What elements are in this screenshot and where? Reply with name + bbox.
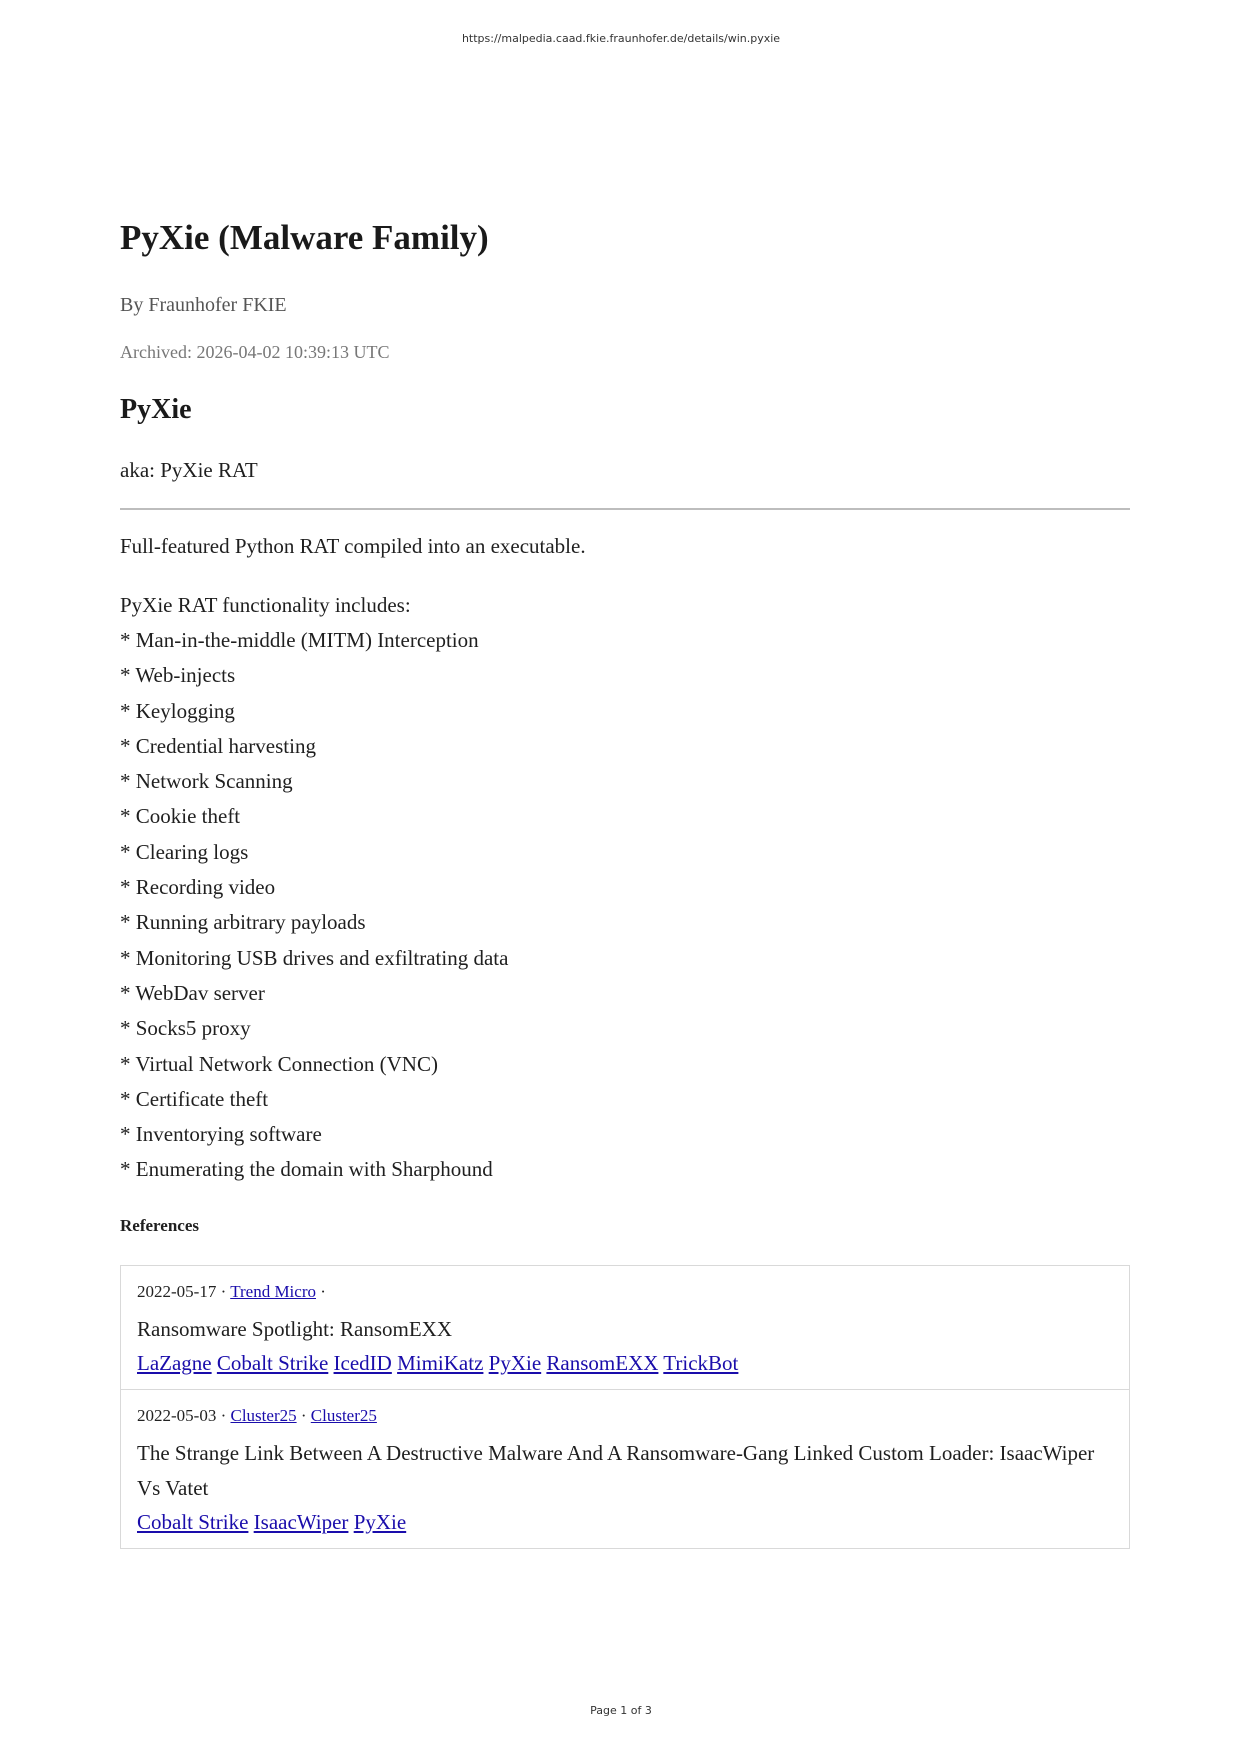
reference-tags xyxy=(137,1347,1113,1379)
references-list xyxy=(120,1265,1130,1549)
family-tag-link[interactable]: TrickBot xyxy=(663,1350,739,1375)
reference-date: 2022-05-17 xyxy=(137,1281,217,1301)
functionality-item: * WebDav server xyxy=(120,980,265,1005)
functionality-item: * Man-in-the-middle (MITM) Interception xyxy=(120,628,479,652)
reference-source-link[interactable]: Trend Micro xyxy=(230,1281,316,1301)
functionality-intro: PyXie RAT functionality includes: xyxy=(120,593,411,617)
reference-meta xyxy=(137,1280,1113,1304)
reference-date: 2022-05-03 xyxy=(137,1405,217,1425)
functionality-list xyxy=(120,623,1130,1188)
family-tag-link[interactable]: Cobalt Strike xyxy=(137,1509,249,1534)
reference-author-link[interactable]: Cluster25 xyxy=(310,1405,377,1425)
functionality-item: * Enumerating the domain with Sharphound xyxy=(120,1157,493,1182)
family-description: Full-featured Python RAT compiled into an executable. xyxy=(120,534,586,558)
functionality-item: * Socks5 proxy xyxy=(120,1016,251,1041)
functionality-item: * Network Scanning xyxy=(120,769,293,794)
references-heading: References xyxy=(120,1215,199,1235)
page-url-header: https://malpedia.caad.fkie.fraunhofer.de/details/win.pyxie xyxy=(461,32,781,45)
reference-tags xyxy=(137,1506,1113,1538)
section-divider xyxy=(120,508,1130,510)
page-number-footer: Page 1 of 3 xyxy=(590,1704,652,1717)
functionality-item: * Credential harvesting xyxy=(120,733,316,758)
functionality-item: * Cookie theft xyxy=(120,804,241,829)
family-tag-link[interactable]: IcedID xyxy=(333,1350,392,1375)
reference-title: The Strange Link Between A Destructive Malware And A Ransomware-Gang Linked Custom Loader: IsaacWiper Vs Vatet xyxy=(137,1440,1095,1500)
family-tag-link[interactable]: MimiKatz xyxy=(397,1350,484,1375)
functionality-item: * Inventorying software xyxy=(120,1122,322,1147)
family-name-heading: PyXie xyxy=(120,394,192,425)
article-content xyxy=(120,210,1130,1549)
author-byline: By Fraunhofer FKIE xyxy=(120,294,287,316)
functionality-item: * Running arbitrary payloads xyxy=(120,910,366,935)
functionality-item: * Web-injects xyxy=(120,663,236,688)
archived-timestamp: Archived: 2026-04-02 10:39:13 UTC xyxy=(120,342,390,362)
reference-item xyxy=(121,1266,1129,1389)
meta-separator: · xyxy=(220,1405,227,1425)
reference-title: Ransomware Spotlight: RansomEXX xyxy=(137,1316,452,1341)
reference-meta xyxy=(137,1404,1113,1428)
family-tag-link[interactable]: RansomEXX xyxy=(546,1350,659,1375)
functionality-item: * Certificate theft xyxy=(120,1086,269,1111)
functionality-item: * Clearing logs xyxy=(120,839,249,864)
functionality-item: * Virtual Network Connection (VNC) xyxy=(120,1051,438,1076)
reference-item xyxy=(121,1389,1129,1548)
meta-separator: · xyxy=(320,1281,326,1301)
page-title: PyXie (Malware Family) xyxy=(120,218,489,257)
functionality-item: * Recording video xyxy=(120,875,276,900)
functionality-item: * Monitoring USB drives and exfiltrating data xyxy=(120,945,509,970)
family-tag-link[interactable]: LaZagne xyxy=(137,1350,212,1375)
meta-separator: · xyxy=(220,1281,227,1301)
functionality-item: * Keylogging xyxy=(120,698,235,723)
family-aka: aka: PyXie RAT xyxy=(120,458,258,482)
reference-source-link[interactable]: Cluster25 xyxy=(230,1405,297,1425)
family-tag-link[interactable]: IsaacWiper xyxy=(253,1509,349,1534)
family-tag-link[interactable]: Cobalt Strike xyxy=(216,1350,329,1375)
family-tag-link[interactable]: PyXie xyxy=(353,1509,407,1534)
family-tag-link[interactable]: PyXie xyxy=(488,1350,542,1375)
meta-separator: · xyxy=(300,1405,307,1425)
